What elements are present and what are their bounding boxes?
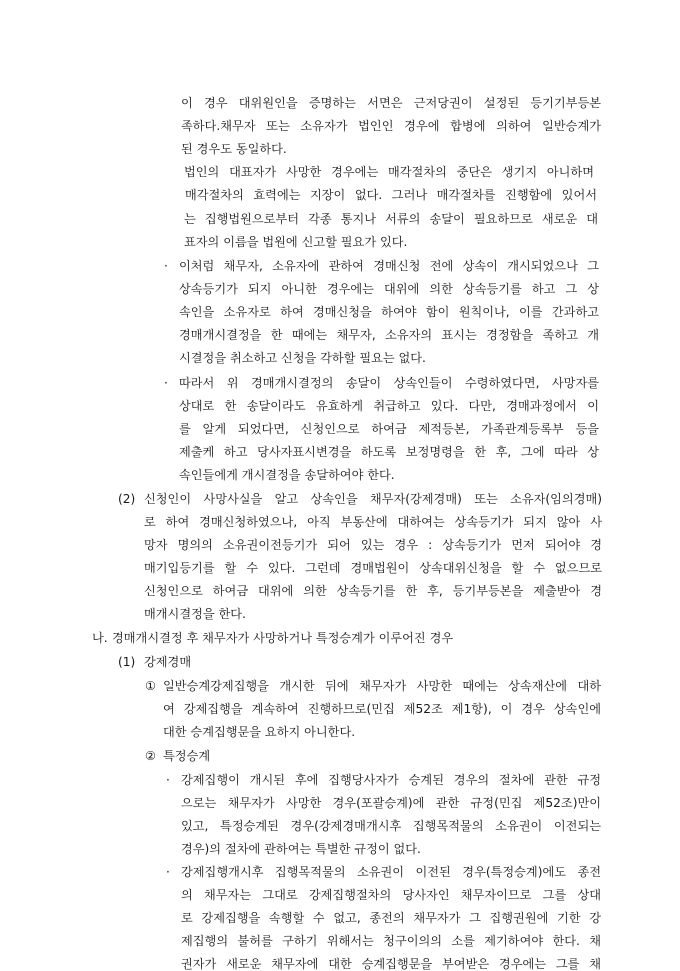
- body-text-line: 신청인이 사망사실을 알고 상속인을 채무자(강제경매) 또는 소유자(임의경매): [144, 492, 602, 506]
- section-marker: 나.: [92, 631, 108, 645]
- list-number: ②: [145, 749, 156, 763]
- body-text-line: 매기입등기를 할 수 있다. 그런데 경매법원이 상속대위신청을 할 수 없으므로: [144, 561, 602, 575]
- body-text-line: 시결정을 취소하고 신청을 각하할 필요는 없다.: [179, 351, 426, 365]
- body-text-line: 법인의 대표자가 사망한 경우에는 매각절차의 중단은 생기지 아니하며: [184, 165, 594, 179]
- body-text-line: 로 하여 경매신청하였으나, 아직 부동산에 대하여는 상속등기가 되지 않아 사: [144, 515, 602, 529]
- bullet-marker: ·: [164, 259, 168, 273]
- body-text-line: 일반승계강제집행을 개시한 뒤에 채무자가 사망한 때에는 상속재산에 대하: [163, 679, 601, 693]
- subsection-heading: 특정승계: [163, 749, 211, 763]
- body-text-line: 대한 승계집행문을 요하지 아니한다.: [163, 725, 356, 739]
- body-text-line: 제출케 하고 당사자표시변경을 하도록 보정명령을 한 후, 그에 따라 상: [179, 445, 599, 459]
- body-text-line: 있고, 특정승계된 경우(강제경매개시후 집행목적물의 소유권이 이전되는: [181, 819, 601, 833]
- body-text-line: 으로는 채무자가 사망한 경우(포괄승계)에 관한 규정(민집 제52조)만이: [181, 796, 601, 810]
- body-text-line: 망자 명의의 소유권이전등기가 되어 있는 경우 : 상속등기가 먼저 되어야 경: [144, 538, 602, 552]
- body-text-line: 는 집행법원으로부터 각종 통지나 서류의 송달이 필요하므로 새로운 대: [184, 212, 598, 226]
- body-text-line: 매각절차의 효력에는 지장이 없다. 그러나 매각절차를 진행함에 있어서: [185, 188, 597, 202]
- body-text-line: 의 채무자는 그대로 강제집행절차의 당사자인 채무자이므로 그를 상대: [181, 888, 601, 902]
- body-text-line: 강제집행개시후 집행목적물의 소유권이 이전된 경우(특정승계)에도 종전: [181, 865, 601, 879]
- body-text-line: 로 강제집행을 속행할 수 없고, 종전의 채무자가 그 집행권원에 기한 강: [181, 911, 601, 925]
- body-text-line: 된 경우도 동일하다.: [181, 142, 287, 156]
- body-text-line: 따라서 위 경매개시결정의 송달이 상속인들이 수령하였다면, 사망자를: [179, 376, 599, 390]
- list-number: (2): [118, 492, 136, 506]
- body-text-line: 족하다.채무자 또는 소유자가 법인인 경우에 합병에 의하여 일반승계가: [181, 119, 601, 133]
- body-text-line: 표자의 이름을 법원에 신고할 필요가 있다.: [184, 235, 408, 249]
- body-text-line: 강제집행이 개시된 후에 집행당사자가 승계된 경우의 절차에 관한 규정: [181, 773, 601, 787]
- body-text-line: 상대로 한 송달이라도 유효하게 취급하고 있다. 다만, 경매과정에서 이: [179, 399, 599, 413]
- body-text-line: 제집행의 불허를 구하기 위해서는 청구이의의 소를 제기하여야 한다. 채: [181, 934, 601, 948]
- body-text-line: 속인을 소유자로 하여 경매신청을 하여야 함이 원칙이나, 이를 간과하고: [179, 305, 599, 319]
- body-text-line: 여 강제집행을 계속하여 진행하므로(민집 제52조 제1항), 이 경우 상속인에: [163, 702, 601, 716]
- bullet-marker: ·: [166, 865, 170, 879]
- bullet-marker: ·: [166, 773, 170, 787]
- body-text-line: 매개시결정을 한다.: [144, 607, 246, 621]
- body-text-line: 권자가 새로운 채무자에 대한 승계집행문을 부여받은 경우에는 그를 채: [181, 957, 601, 971]
- body-text-line: 이처럼 채무자, 소유자에 관하여 경매신청 전에 상속이 개시되었으나 그: [179, 259, 599, 273]
- body-text-line: 상속등기가 되지 아니한 경우에는 대위에 의한 상속등기를 하고 그 상: [179, 282, 599, 296]
- body-text-line: 신청인으로 하여금 대위에 의한 상속등기를 한 후, 등기부등본을 제출받아 경: [144, 584, 602, 598]
- body-text-line: 경우)의 절차에 관하여는 특별한 규정이 없다.: [181, 842, 421, 856]
- body-text-line: 경매개시결정을 한 때에는 채무자, 소유자의 표시는 경정함을 족하고 개: [179, 328, 599, 342]
- body-text-line: 를 알게 되었다면, 신청인으로 하여금 제적등본, 가족관계등록부 등을: [179, 422, 599, 436]
- subsection-heading: 강제경매: [144, 655, 192, 669]
- bullet-marker: ·: [164, 376, 168, 390]
- body-text-line: 속인들에게 개시결정을 송달하여야 한다.: [179, 468, 395, 482]
- list-number: (1): [118, 655, 136, 669]
- section-heading: 경매개시결정 후 채무자가 사망하거나 특정승계가 이루어진 경우: [112, 631, 454, 645]
- list-number: ①: [145, 679, 156, 693]
- body-text-line: 이 경우 대위원인을 증명하는 서면은 근저당권이 설정된 등기기부등본: [181, 96, 601, 110]
